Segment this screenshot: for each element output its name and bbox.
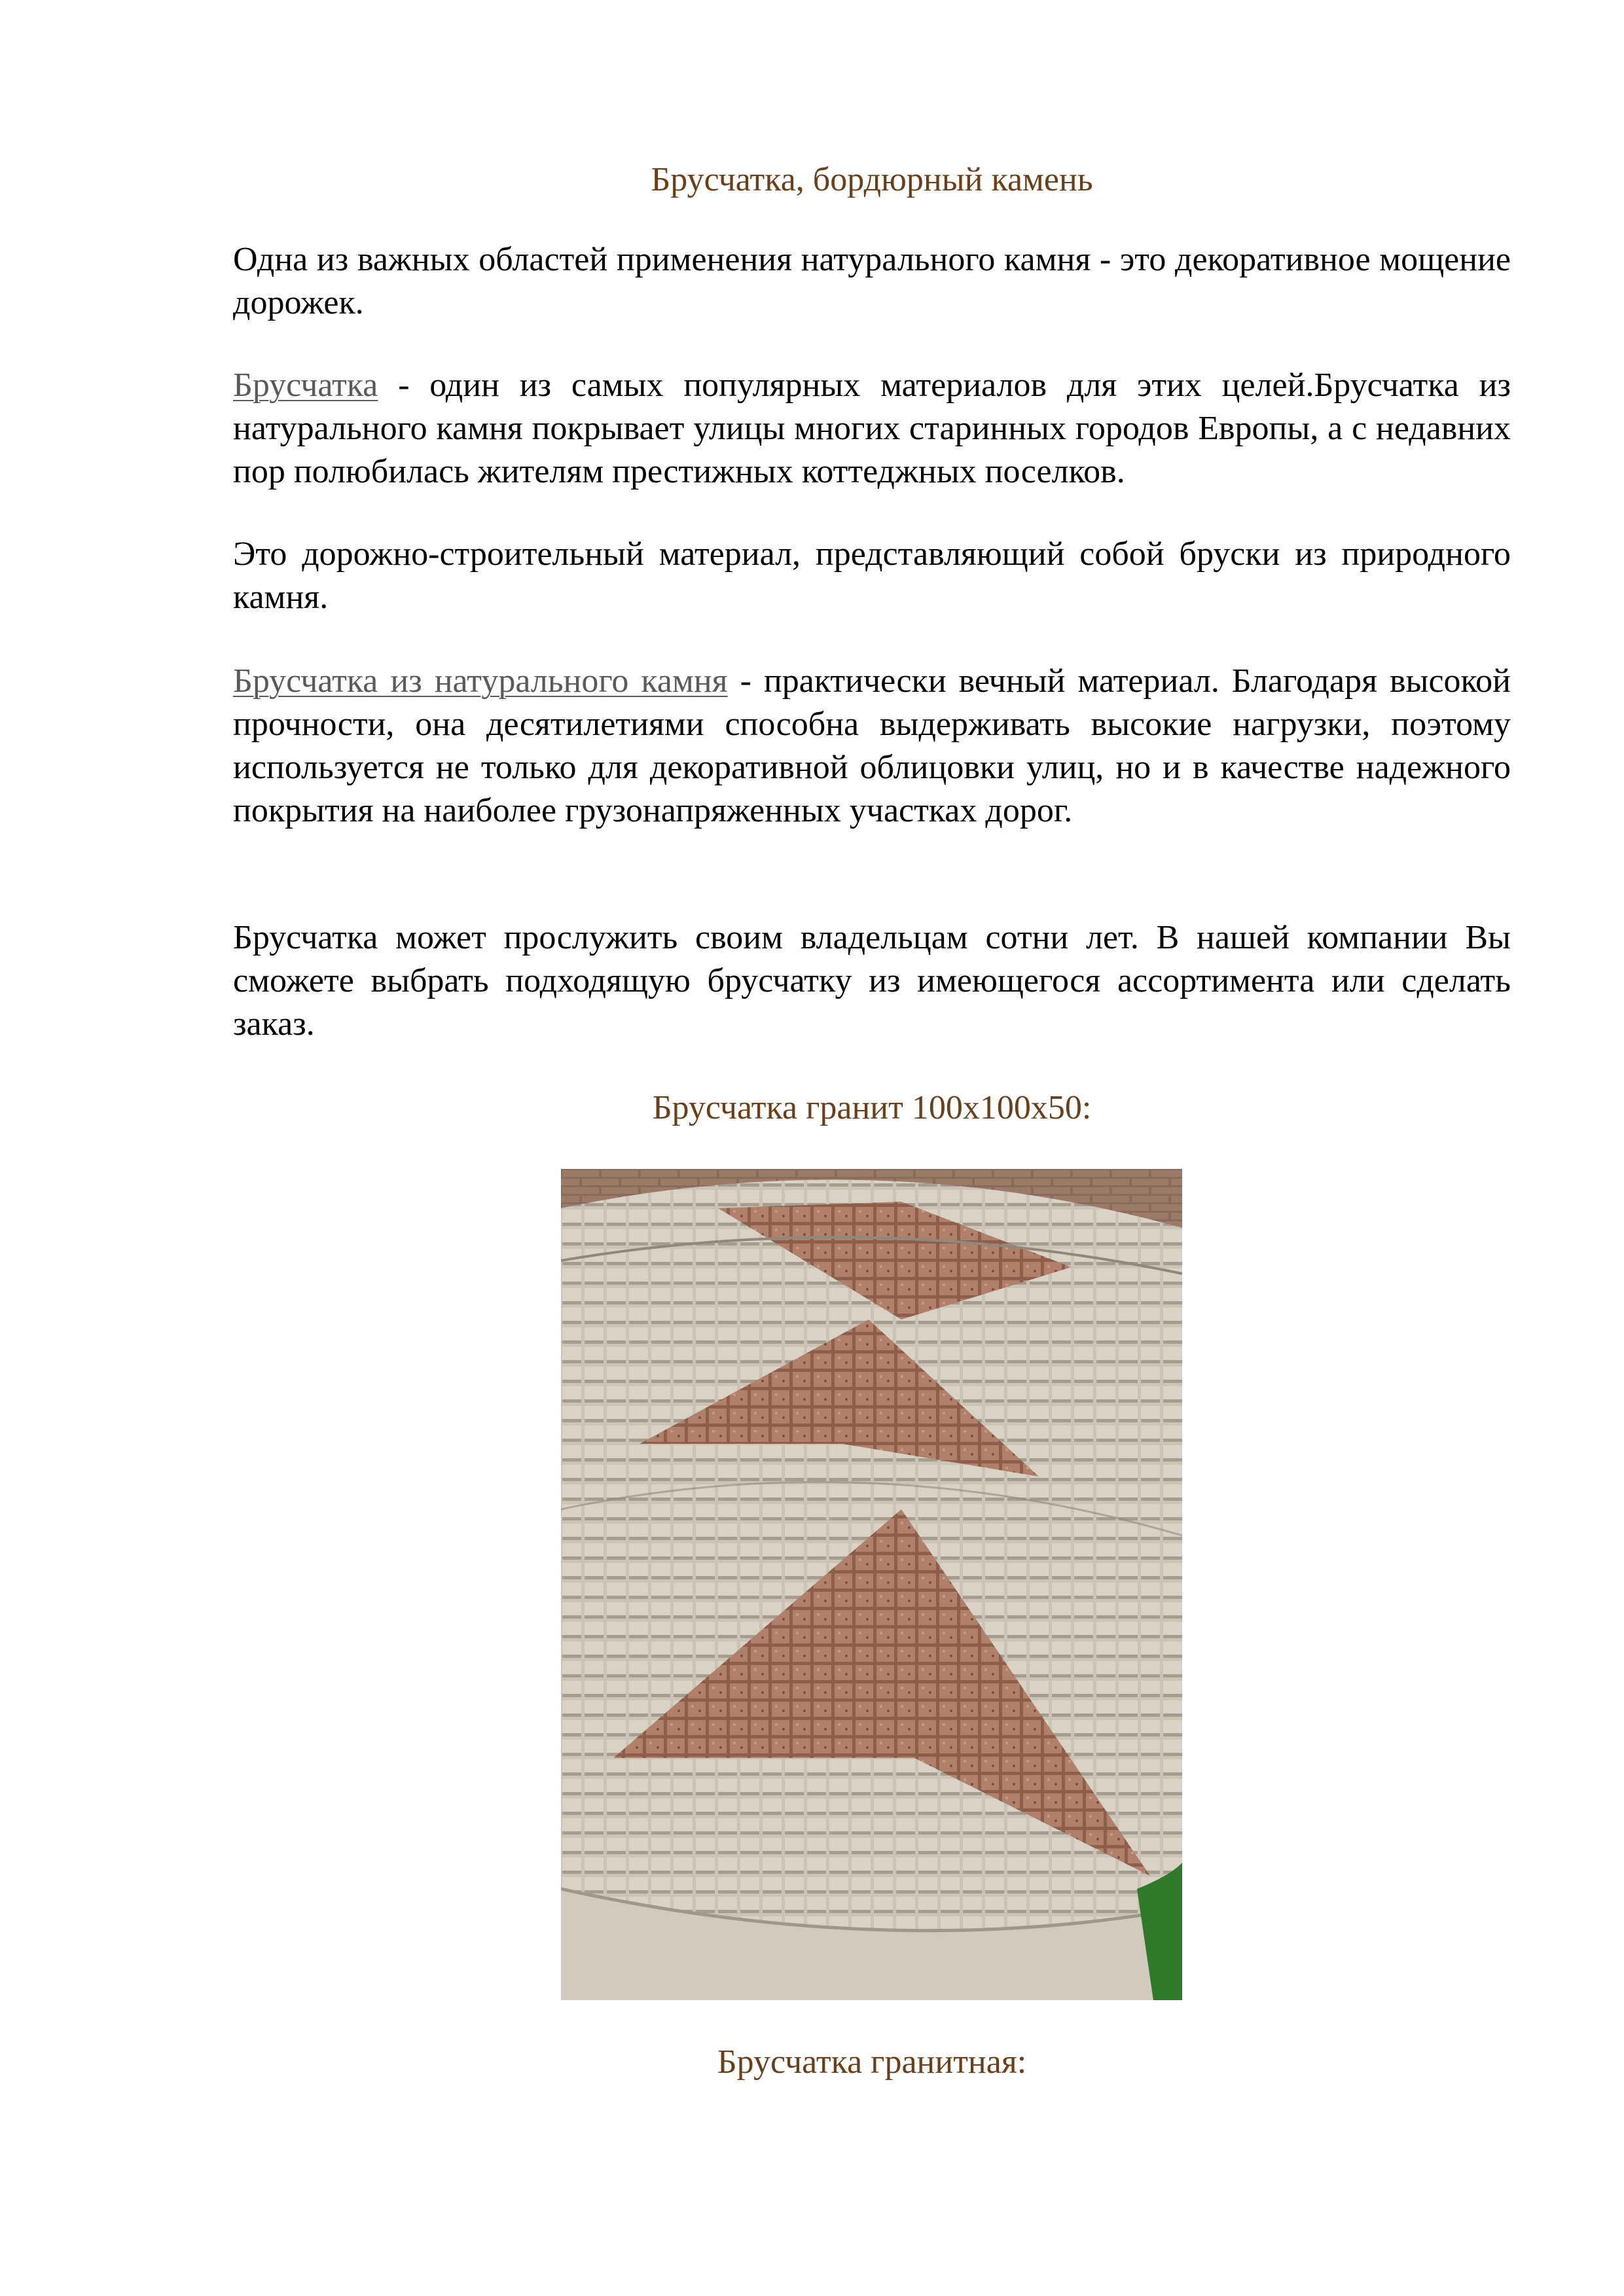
subheading-granite-100x100x50: Брусчатка гранит 100х100х50: <box>652 1089 1092 1126</box>
paragraph-paving-stones <box>233 364 1511 493</box>
paragraph-intro: Одна из важных областей применения натурального камня - это декоративное мощение дорожек. <box>233 241 1511 321</box>
granite-paving-photo <box>561 1169 1182 2000</box>
paving-stones-link[interactable]: Брусчатка <box>233 367 378 404</box>
paragraph-definition: Это дорожно-строительный материал, представляющий собой бруски из природного камня. <box>233 535 1511 616</box>
subheading-granite-paving: Брусчатка гранитная: <box>717 2043 1027 2081</box>
natural-stone-paving-link[interactable]: Брусчатка из натурального камня <box>233 662 728 700</box>
paragraph-paving-stones-text: - один из самых популярных материалов для этих целей.Брусчатка из натурального камня покрывает улицы многих старинных городов Европы, а с недавних пор полюбилась жителям престижных коттеджных поселков. <box>233 367 1511 490</box>
paragraph-durability-text: - практически вечный материал. Благодаря высокой прочности, она десятилетиями способна выдерживать высокие нагрузки, поэтому используется не только для декоративной облицовки улиц, но и в качестве надежного покрытия на наиболее грузонапряженных участках дорог. <box>233 662 1511 829</box>
page-title: Брусчатка, бордюрный камень <box>651 161 1093 198</box>
paragraph-company: Брусчатка может прослужить своим владельцам сотни лет. В нашей компании Вы сможете выбрать подходящую брусчатку из имеющегося ассортимента или сделать заказ. <box>233 919 1511 1043</box>
paragraph-durability <box>233 660 1511 833</box>
document-page <box>233 0 1511 2296</box>
